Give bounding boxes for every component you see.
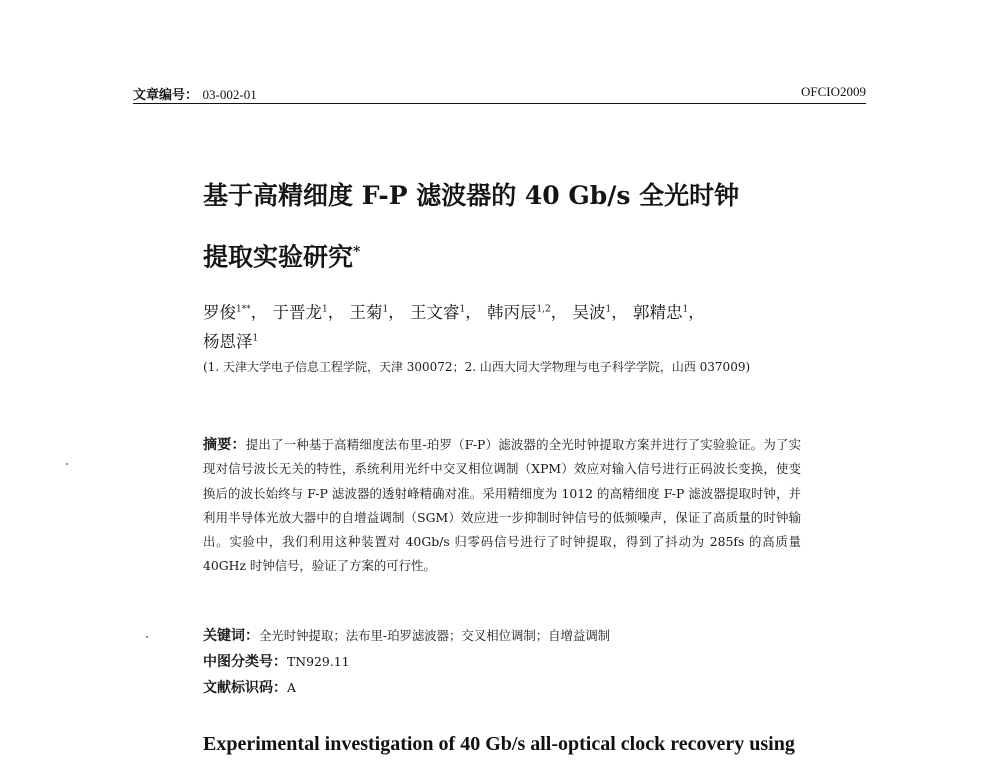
scan-speck (66, 463, 68, 465)
document-code-value: A (287, 680, 296, 695)
author-line-2 (203, 326, 803, 356)
document-code (203, 677, 803, 699)
author-line-1: 罗俊$^{1**}$， 于晋龙$^1$， 王菊$^1$， 王文睿$^1$， 韩丙辰$^{1,2}$， 吴波$^1$， 郭精忠$^1$， (203, 302, 705, 322)
title-line-2 (203, 224, 823, 285)
clc-value: TN929.11 (287, 654, 350, 669)
conference-code: OFCIO2009 (800, 84, 866, 99)
keywords-text: 全光时钟提取；法布里-珀罗滤波器；交叉相位调制；自增益调制 (259, 628, 611, 643)
affiliations: (1. 天津大学电子信息工程学院，天津 300072；2. 山西大同大学物理与电子科学学院，山西 037009) (203, 360, 751, 374)
author: 王文睿$^1$ (409, 302, 466, 322)
english-title: Experimental investigation of 40 Gb/s all-optical clock recovery using (203, 733, 795, 755)
author-list (203, 296, 803, 355)
author: 王菊$^1$ (349, 302, 389, 322)
document-code-label: 文献标识码： (203, 680, 287, 696)
abstract (203, 433, 801, 579)
abstract-text: 提出了一种基于高精细度法布里-珀罗（F-P）滤波器的全光时钟提取方案并进行了实验验证。为了实现对信号波长无关的特性，系统利用光纤中交叉相位调制（XPM）效应对输入信号进行正码波长变换，使变换后的波长始终与 F-P 滤波器的透射峰精确对准。采用精细度为 1012 的高精细度 F-P 滤波器提取时钟，并利用半导体光放大器中的自增益调制（SGM）效应进一步抑制时钟信号的低频噪声，保证了高质量的时钟输出。实验中，我们利用这种装置对 40Gb/s 归零码信号进行了时钟提取，得到了抖动为 285fs 的高质量 40GHz 时钟信号，验证了方案的可行性。 (203, 437, 802, 574)
author: 杨恩泽$^1$ (203, 332, 259, 351)
author: 罗俊$^{1**}$ (203, 302, 251, 322)
keywords (203, 625, 803, 647)
title-footnote-mark: * (353, 244, 361, 260)
clc-number (203, 651, 803, 673)
running-header (133, 84, 866, 102)
author: 郭精忠$^1$ (633, 302, 689, 322)
author: 吴波$^1$ (572, 302, 612, 322)
header-rule (133, 103, 866, 104)
title-line-1: 基于高精细度 F-P 滤波器的 40 Gb/s 全光时钟 (203, 181, 740, 210)
paper-title (203, 168, 823, 285)
article-number-label: 文章编号： (133, 88, 199, 103)
keywords-label: 关键词： (203, 628, 259, 644)
article-number (133, 84, 257, 103)
author: 韩丙辰$^{1,2}$ (486, 302, 551, 322)
scan-speck (146, 636, 148, 638)
title-line-2-text: 提取实验研究 (203, 242, 354, 272)
article-number-value: 03-002-01 (202, 87, 257, 102)
author: 于晋龙$^1$ (272, 302, 328, 322)
clc-label: 中图分类号： (203, 654, 287, 670)
abstract-label: 摘要： (203, 437, 246, 453)
